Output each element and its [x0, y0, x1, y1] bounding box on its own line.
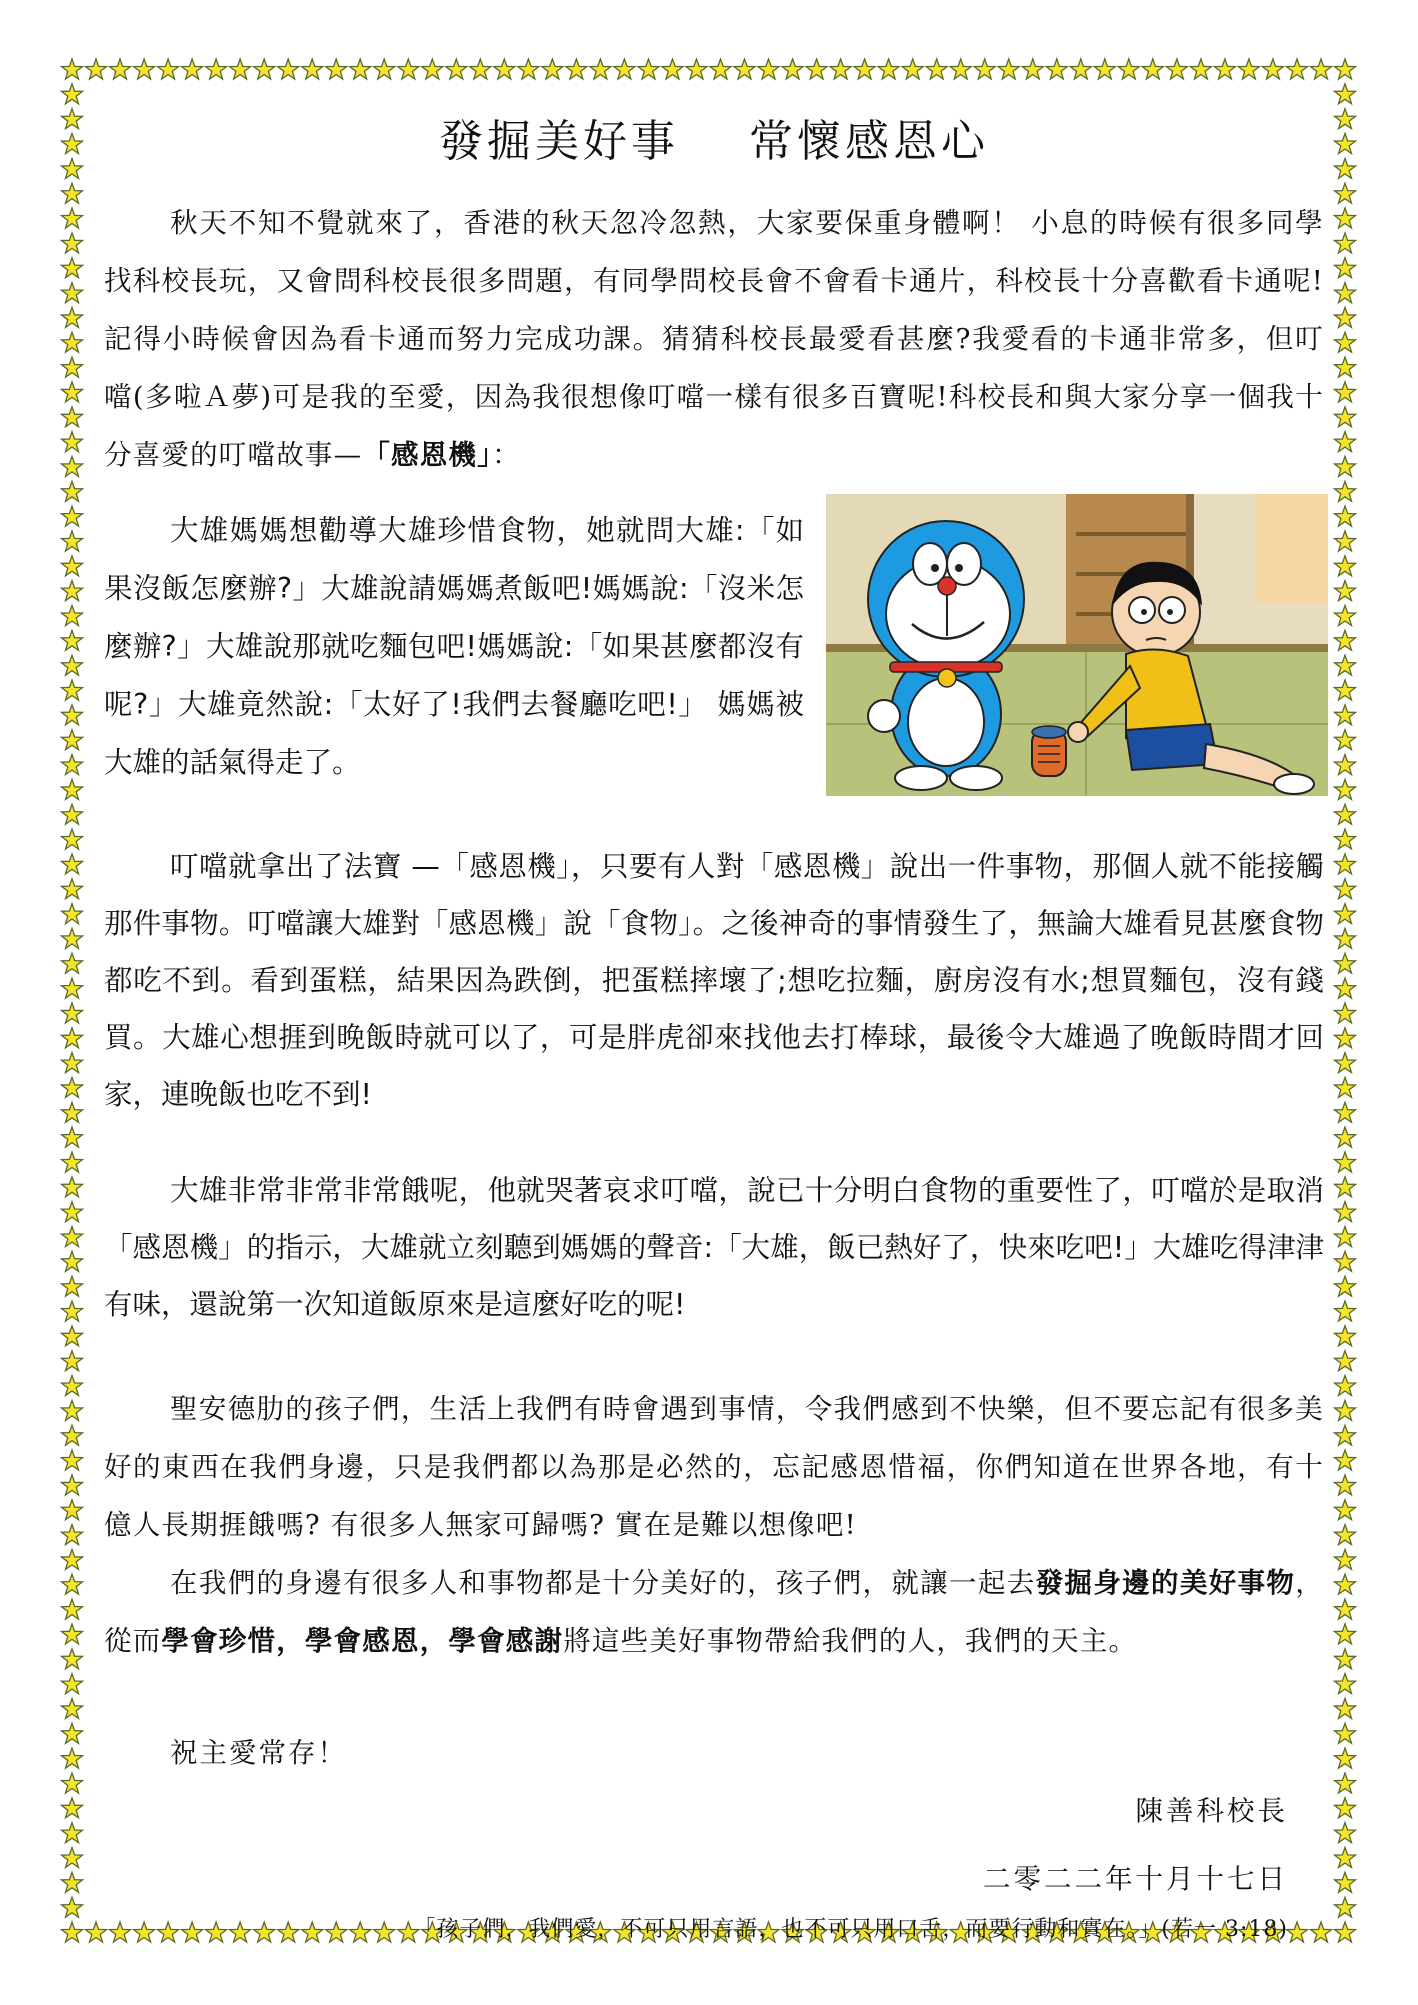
star-icon [974, 59, 995, 79]
reflection-paragraph: 聖安德肋的孩子們，生活上我們有時會遇到事情，令我們感到不快樂，但不要忘記有很多美好的東西在我們身邊，只是我們都以為那是必然的，忘記感恩惜福，你們知道在世界各地，有十億人長期捱餓嗎? 有很多人無家可歸嗎? 實在是難以想像吧! [104, 1393, 1324, 1541]
star-icon [62, 804, 83, 824]
title-left: 發掘美好事 [439, 116, 679, 167]
star-icon [62, 432, 83, 452]
star-icon [62, 208, 83, 228]
star-icon [1335, 1450, 1356, 1470]
star-icon [1335, 755, 1356, 775]
star-icon [590, 59, 611, 79]
star-icon [62, 357, 83, 377]
star-icon [1335, 1773, 1356, 1793]
star-icon [1335, 1251, 1356, 1271]
star-icon [1262, 59, 1283, 79]
star-icon [1335, 1227, 1356, 1247]
star-icon [1335, 1276, 1356, 1296]
star-icon [1335, 456, 1356, 476]
star-icon [62, 506, 83, 526]
star-icon [62, 1077, 83, 1097]
star-icon [518, 59, 539, 79]
star-icon [278, 59, 299, 79]
star-icon [1142, 59, 1163, 79]
page-title [104, 112, 1324, 172]
star-icon [62, 183, 83, 203]
star-icon [62, 1698, 83, 1718]
star-icon [62, 1897, 83, 1917]
star-icon [1335, 1798, 1356, 1818]
star-icon [62, 556, 83, 576]
star-icon [542, 59, 563, 79]
closing-text-c: ，從而 [104, 1567, 1324, 1657]
star-icon [1046, 59, 1067, 79]
story-paragraph-2: 叮噹就拿出了法寶 —「感恩機」，只要有人對「感恩機」說出一件事物，那個人就不能接觸那件事物。叮噹讓大雄對「感恩機」說「食物」。之後神奇的事情發生了，無論大雄看見甚麼食物都吃不到。看到蛋糕，結果因為跌倒，把蛋糕摔壞了;想吃拉麵，廚房沒有水;想買麵包，沒有錢買。大雄心想捱到晚飯時就可以了，可是胖虎卻來找他去打棒球，最後令大雄過了晚飯時間才回家，連晚飯也吃不到! [104, 850, 1324, 1111]
star-icon [62, 1549, 83, 1569]
star-icon [1335, 1649, 1356, 1669]
star-icon [62, 1425, 83, 1445]
star-icon [1335, 1077, 1356, 1097]
star-icon [1190, 59, 1211, 79]
star-icon [1335, 804, 1356, 824]
star-icon [1287, 59, 1308, 79]
closing-text-d: 將這些美好事物帶給我們的人，我們的天主。 [563, 1625, 1138, 1657]
star-icon [62, 1872, 83, 1892]
star-icon [950, 59, 971, 79]
story-paragraph-3: 大雄非常非常非常餓呢，他就哭著哀求叮噹，說已十分明白食物的重要性了，叮噹於是取消「感恩機」的指示，大雄就立刻聽到媽媽的聲音:「大雄，飯已熱好了，快來吃吧!」大雄吃得津津有味，還說第一次知道飯原來是這麼好吃的呢! [104, 1174, 1324, 1321]
star-icon [1335, 1897, 1356, 1917]
star-icon [62, 655, 83, 675]
star-icon [62, 1400, 83, 1420]
star-icon [62, 1301, 83, 1321]
star-icon [1335, 779, 1356, 799]
star-icon [62, 1922, 83, 1942]
closing-bold-2: 學會珍惜，學會感恩，學會感謝 [161, 1625, 564, 1657]
star-icon [62, 1351, 83, 1371]
star-icon [1335, 680, 1356, 700]
star-icon [206, 59, 227, 79]
star-icon [1335, 705, 1356, 725]
star-icon [1238, 59, 1259, 79]
star-icon [1335, 1748, 1356, 1768]
star-icon [1335, 233, 1356, 253]
star-icon [1335, 531, 1356, 551]
star-icon [1335, 506, 1356, 526]
letter-date: 二零二二年十月十七日 [983, 1863, 1288, 1895]
star-icon [62, 730, 83, 750]
intro-bold-title: 「感恩機」 [362, 439, 493, 471]
star-icon [62, 332, 83, 352]
star-icon [1335, 1301, 1356, 1321]
star-icon [470, 59, 491, 79]
star-icon [62, 904, 83, 924]
star-icon [1335, 1053, 1356, 1073]
star-icon [62, 1500, 83, 1520]
star-icon [1335, 357, 1356, 377]
star-icon [1335, 1351, 1356, 1371]
star-icon [830, 59, 851, 79]
star-icon [494, 59, 515, 79]
letter-page [104, 112, 1324, 1942]
star-icon [62, 307, 83, 327]
star-icon [1335, 1525, 1356, 1545]
star-icon [1335, 556, 1356, 576]
star-icon [1118, 59, 1139, 79]
star-icon [1335, 1475, 1356, 1495]
star-icon [62, 258, 83, 278]
star-icon [1335, 1102, 1356, 1122]
star-icon [1311, 59, 1332, 79]
star-icon [806, 59, 827, 79]
star-icon [902, 59, 923, 79]
star-icon [1335, 1127, 1356, 1147]
star-icon [62, 1723, 83, 1743]
star-icon [1335, 1698, 1356, 1718]
star-icon [326, 59, 347, 79]
star-icon [1335, 332, 1356, 352]
star-icon [62, 407, 83, 427]
star-icon [1335, 1599, 1356, 1619]
star-icon [926, 59, 947, 79]
star-icon [1335, 1177, 1356, 1197]
star-icon [1335, 581, 1356, 601]
star-icon [62, 1748, 83, 1768]
star-icon [254, 59, 275, 79]
star-icon [614, 59, 635, 79]
star-icon [1335, 1624, 1356, 1644]
star-icon [854, 59, 875, 79]
star-icon [62, 779, 83, 799]
star-icon [1335, 134, 1356, 154]
star-icon [1335, 953, 1356, 973]
star-icon [110, 59, 131, 79]
star-icon [878, 59, 899, 79]
star-icon [62, 1599, 83, 1619]
star-icon [1335, 1400, 1356, 1420]
star-icon [62, 1326, 83, 1346]
star-icon [62, 1823, 83, 1843]
star-icon [62, 928, 83, 948]
star-icon [62, 978, 83, 998]
star-icon [62, 1450, 83, 1470]
star-icon [1335, 84, 1356, 104]
star-icon [62, 879, 83, 899]
star-icon [62, 456, 83, 476]
star-icon [350, 59, 371, 79]
star-icon [1335, 854, 1356, 874]
star-icon [1335, 307, 1356, 327]
star-icon [302, 59, 323, 79]
star-icon [782, 59, 803, 79]
star-icon [1335, 1003, 1356, 1023]
star-icon [62, 59, 83, 79]
star-icon [62, 1127, 83, 1147]
star-icon [1335, 928, 1356, 948]
star-icon [62, 1649, 83, 1669]
star-icon [662, 59, 683, 79]
star-icon [62, 1276, 83, 1296]
star-icon [1335, 1549, 1356, 1569]
star-icon [710, 59, 731, 79]
star-icon [62, 829, 83, 849]
star-icon [62, 1674, 83, 1694]
star-icon [158, 59, 179, 79]
star-icon [1335, 978, 1356, 998]
star-icon [1335, 630, 1356, 650]
star-icon [62, 705, 83, 725]
star-icon [1335, 1872, 1356, 1892]
star-icon [1335, 655, 1356, 675]
star-icon [62, 1251, 83, 1271]
star-icon [62, 1177, 83, 1197]
star-icon [62, 1152, 83, 1172]
star-icon [1335, 904, 1356, 924]
star-icon [1335, 1674, 1356, 1694]
star-icon [1335, 1376, 1356, 1396]
star-icon [62, 1624, 83, 1644]
star-icon [62, 1798, 83, 1818]
star-icon [1335, 1574, 1356, 1594]
star-icon [638, 59, 659, 79]
doraemon-illustration [826, 494, 1328, 796]
star-icon [62, 680, 83, 700]
star-icon [62, 1053, 83, 1073]
star-icon [62, 630, 83, 650]
star-icon [62, 1102, 83, 1122]
star-icon [1070, 59, 1091, 79]
bible-verse: 「孩子們，我們愛，不可只用言語，也不可只用口舌，而要行動和實在。」(若一 3:18) [413, 1917, 1288, 1942]
star-icon [734, 59, 755, 79]
star-icon [398, 59, 419, 79]
star-icon [1335, 1723, 1356, 1743]
star-icon [62, 1227, 83, 1247]
intro-end: ： [492, 439, 521, 471]
closing-text-a: 在我們的身邊有很多人和事物都是十分美好的，孩子們，就讓一起去 [170, 1567, 1036, 1599]
star-icon [1335, 730, 1356, 750]
star-icon [86, 59, 107, 79]
star-icon [422, 59, 443, 79]
star-icon [1335, 481, 1356, 501]
closing-bold-1: 發掘身邊的美好事物 [1035, 1567, 1296, 1599]
star-icon [1166, 59, 1187, 79]
star-icon [62, 1525, 83, 1545]
star-icon [62, 1376, 83, 1396]
star-icon [1335, 1922, 1356, 1942]
closing-paragraph [104, 1554, 1324, 1670]
star-icon [62, 1574, 83, 1594]
star-icon [62, 283, 83, 303]
star-icon [62, 134, 83, 154]
star-icon [62, 953, 83, 973]
story-paragraph-1: 大雄媽媽想勸導大雄珍惜食物，她就問大雄:「如果沒飯怎麼辦?」大雄說請媽媽煮飯吧!媽媽說:「沒米怎麼辦?」大雄說那就吃麵包吧!媽媽說:「如果甚麼都沒有呢?」大雄竟然說:「太好了!我們去餐廳吃吧!」 媽媽被大雄的話氣得走了。 [104, 514, 804, 779]
star-icon [62, 233, 83, 253]
star-icon [1335, 1425, 1356, 1445]
star-icon [1335, 258, 1356, 278]
star-icon [62, 531, 83, 551]
star-icon [62, 1003, 83, 1023]
star-icon [62, 109, 83, 129]
star-icon [1335, 1823, 1356, 1843]
star-icon [1335, 59, 1356, 79]
star-icon [62, 1773, 83, 1793]
star-icon [1335, 1202, 1356, 1222]
blessing: 祝主愛常存！ [170, 1737, 347, 1769]
star-icon [1335, 1500, 1356, 1520]
intro-paragraph [104, 194, 1324, 484]
star-icon [62, 84, 83, 104]
star-icon [230, 59, 251, 79]
star-icon [1335, 432, 1356, 452]
star-icon [62, 1028, 83, 1048]
star-icon [62, 854, 83, 874]
star-icon [1214, 59, 1235, 79]
star-icon [1335, 1326, 1356, 1346]
title-right: 常懷感恩心 [749, 116, 989, 167]
star-icon [62, 382, 83, 402]
star-icon [62, 755, 83, 775]
star-icon [62, 158, 83, 178]
star-icon [1335, 1848, 1356, 1868]
star-icon [1335, 829, 1356, 849]
star-icon [1335, 1152, 1356, 1172]
star-icon [62, 1848, 83, 1868]
intro-text: 秋天不知不覺就來了，香港的秋天忽冷忽熱，大家要保重身體啊！ 小息的時候有很多同學找科校長玩，又會問科校長很多問題，有同學問校長會不會看卡通片，科校長十分喜歡看卡通呢!記得小時候會因為看卡通而努力完成功課。猜猜科校長最愛看甚麼?我愛看的卡通非常多，但叮噹(多啦Ａ夢)可是我的至愛，因為我很想像叮噹一樣有很多百寶呢!科校長和與大家分享一個我十分喜愛的叮噹故事— [104, 207, 1324, 471]
star-icon [182, 59, 203, 79]
star-icon [1335, 1028, 1356, 1048]
star-icon [758, 59, 779, 79]
star-icon [1335, 183, 1356, 203]
star-icon [134, 59, 155, 79]
star-icon [1335, 158, 1356, 178]
star-icon [1335, 109, 1356, 129]
star-icon [686, 59, 707, 79]
star-icon [998, 59, 1019, 79]
star-icon [62, 581, 83, 601]
star-icon [1335, 606, 1356, 626]
star-icon [374, 59, 395, 79]
star-icon [1022, 59, 1043, 79]
star-icon [446, 59, 467, 79]
star-icon [1094, 59, 1115, 79]
star-icon [62, 1475, 83, 1495]
star-icon [1335, 879, 1356, 899]
star-icon [1335, 208, 1356, 228]
star-icon [62, 606, 83, 626]
star-icon [62, 481, 83, 501]
star-icon [566, 59, 587, 79]
star-icon [1335, 407, 1356, 427]
star-icon [62, 1202, 83, 1222]
star-icon [1335, 283, 1356, 303]
signer-name: 陳善科校長 [1135, 1795, 1288, 1827]
star-icon [1335, 382, 1356, 402]
